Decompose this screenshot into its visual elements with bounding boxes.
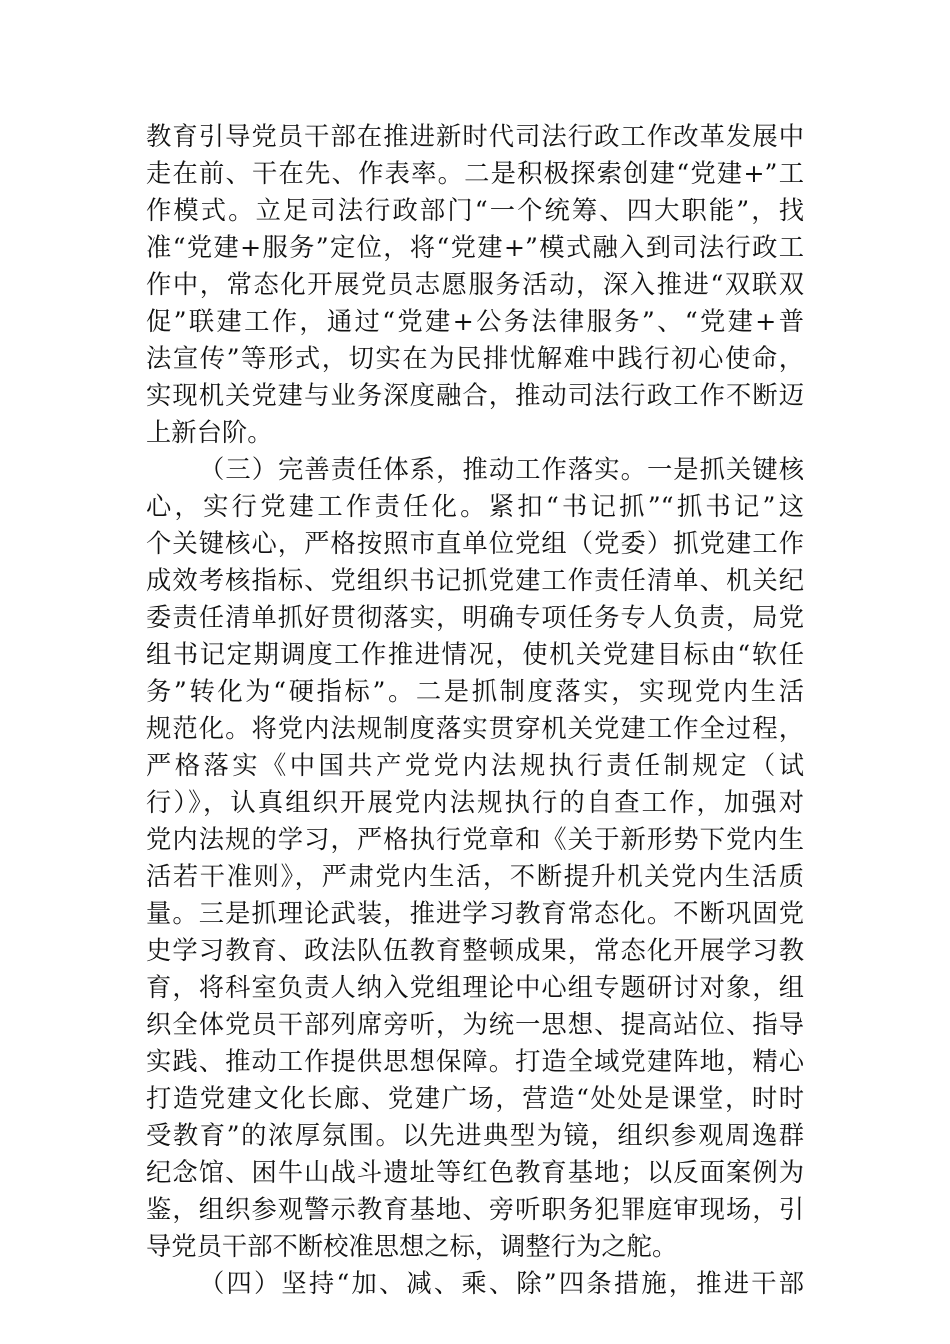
text-line: 党内法规的学习，严格执行党章和《关于新形势下党内生	[146, 825, 804, 854]
text-line: 实现机关党建与业务深度融合，推动司法行政工作不断迈	[146, 381, 804, 410]
section-heading-line: （三）完善责任体系，推动工作落实。一是抓关键核	[199, 455, 804, 484]
text-line: 务”转化为“硬指标”。二是抓制度落实，实现党内生活	[146, 677, 804, 706]
text-line: 作中，常态化开展党员志愿服务活动，深入推进“双联双	[146, 270, 804, 299]
text-line: 导党员干部不断校准思想之标，调整行为之舵。	[146, 1232, 678, 1261]
section-heading-line: （四）坚持“加、减、乘、除”四条措施，推进干部	[199, 1269, 804, 1298]
text-line: 成效考核指标、党组织书记抓党建工作责任清单、机关纪	[146, 566, 804, 595]
text-line: 活若干准则》，严肃党内生活，不断提升机关党内生活质	[146, 862, 804, 891]
text-line: 史学习教育、政法队伍教育整顿成果，常态化开展学习教	[146, 936, 804, 965]
text-line: 心，实行党建工作责任化。紧扣“书记抓”“抓书记”这	[146, 492, 804, 521]
text-line: 上新台阶。	[146, 418, 273, 447]
text-line: 量。三是抓理论武装，推进学习教育常态化。不断巩固党	[146, 899, 804, 928]
text-line: 作模式。立足司法行政部门“一个统筹、四大职能”，找	[146, 196, 804, 225]
text-line: 受教育”的浓厚氛围。以先进典型为镜，组织参观周逸群	[146, 1121, 804, 1150]
text-line: 准“党建+服务”定位，将“党建+”模式融入到司法行政工	[146, 233, 804, 262]
text-line: 织全体党员干部列席旁听，为统一思想、提高站位、指导	[146, 1010, 804, 1039]
text-line: 个关键核心，严格按照市直单位党组（党委）抓党建工作	[146, 529, 804, 558]
text-line: 打造党建文化长廊、党建广场，营造“处处是课堂，时时	[146, 1084, 804, 1113]
text-line: 纪念馆、困牛山战斗遗址等红色教育基地；以反面案例为	[146, 1158, 804, 1187]
text-line: 育，将科室负责人纳入党组理论中心组专题研讨对象，组	[146, 973, 804, 1002]
text-line: 走在前、干在先、作表率。二是积极探索创建“党建+”工	[146, 159, 804, 188]
text-line: 严格落实《中国共产党党内法规执行责任制规定（试	[146, 751, 804, 780]
text-line: 组书记定期调度工作推进情况，使机关党建目标由“软任	[146, 640, 804, 669]
text-line: 促”联建工作，通过“党建+公务法律服务”、“党建+普	[146, 307, 804, 336]
text-line: 实践、推动工作提供思想保障。打造全域党建阵地，精心	[146, 1047, 804, 1076]
text-line: 行）》，认真组织开展党内法规执行的自查工作，加强对	[146, 788, 804, 817]
text-line: 规范化。将党内法规制度落实贯穿机关党建工作全过程，	[146, 714, 804, 743]
text-line: 法宣传”等形式，切实在为民排忧解难中践行初心使命，	[146, 344, 804, 373]
text-line: 委责任清单抓好贯彻落实，明确专项任务专人负责，局党	[146, 603, 804, 632]
text-line: 教育引导党员干部在推进新时代司法行政工作改革发展中	[146, 122, 804, 151]
text-line: 鉴，组织参观警示教育基地、旁听职务犯罪庭审现场，引	[146, 1195, 804, 1224]
